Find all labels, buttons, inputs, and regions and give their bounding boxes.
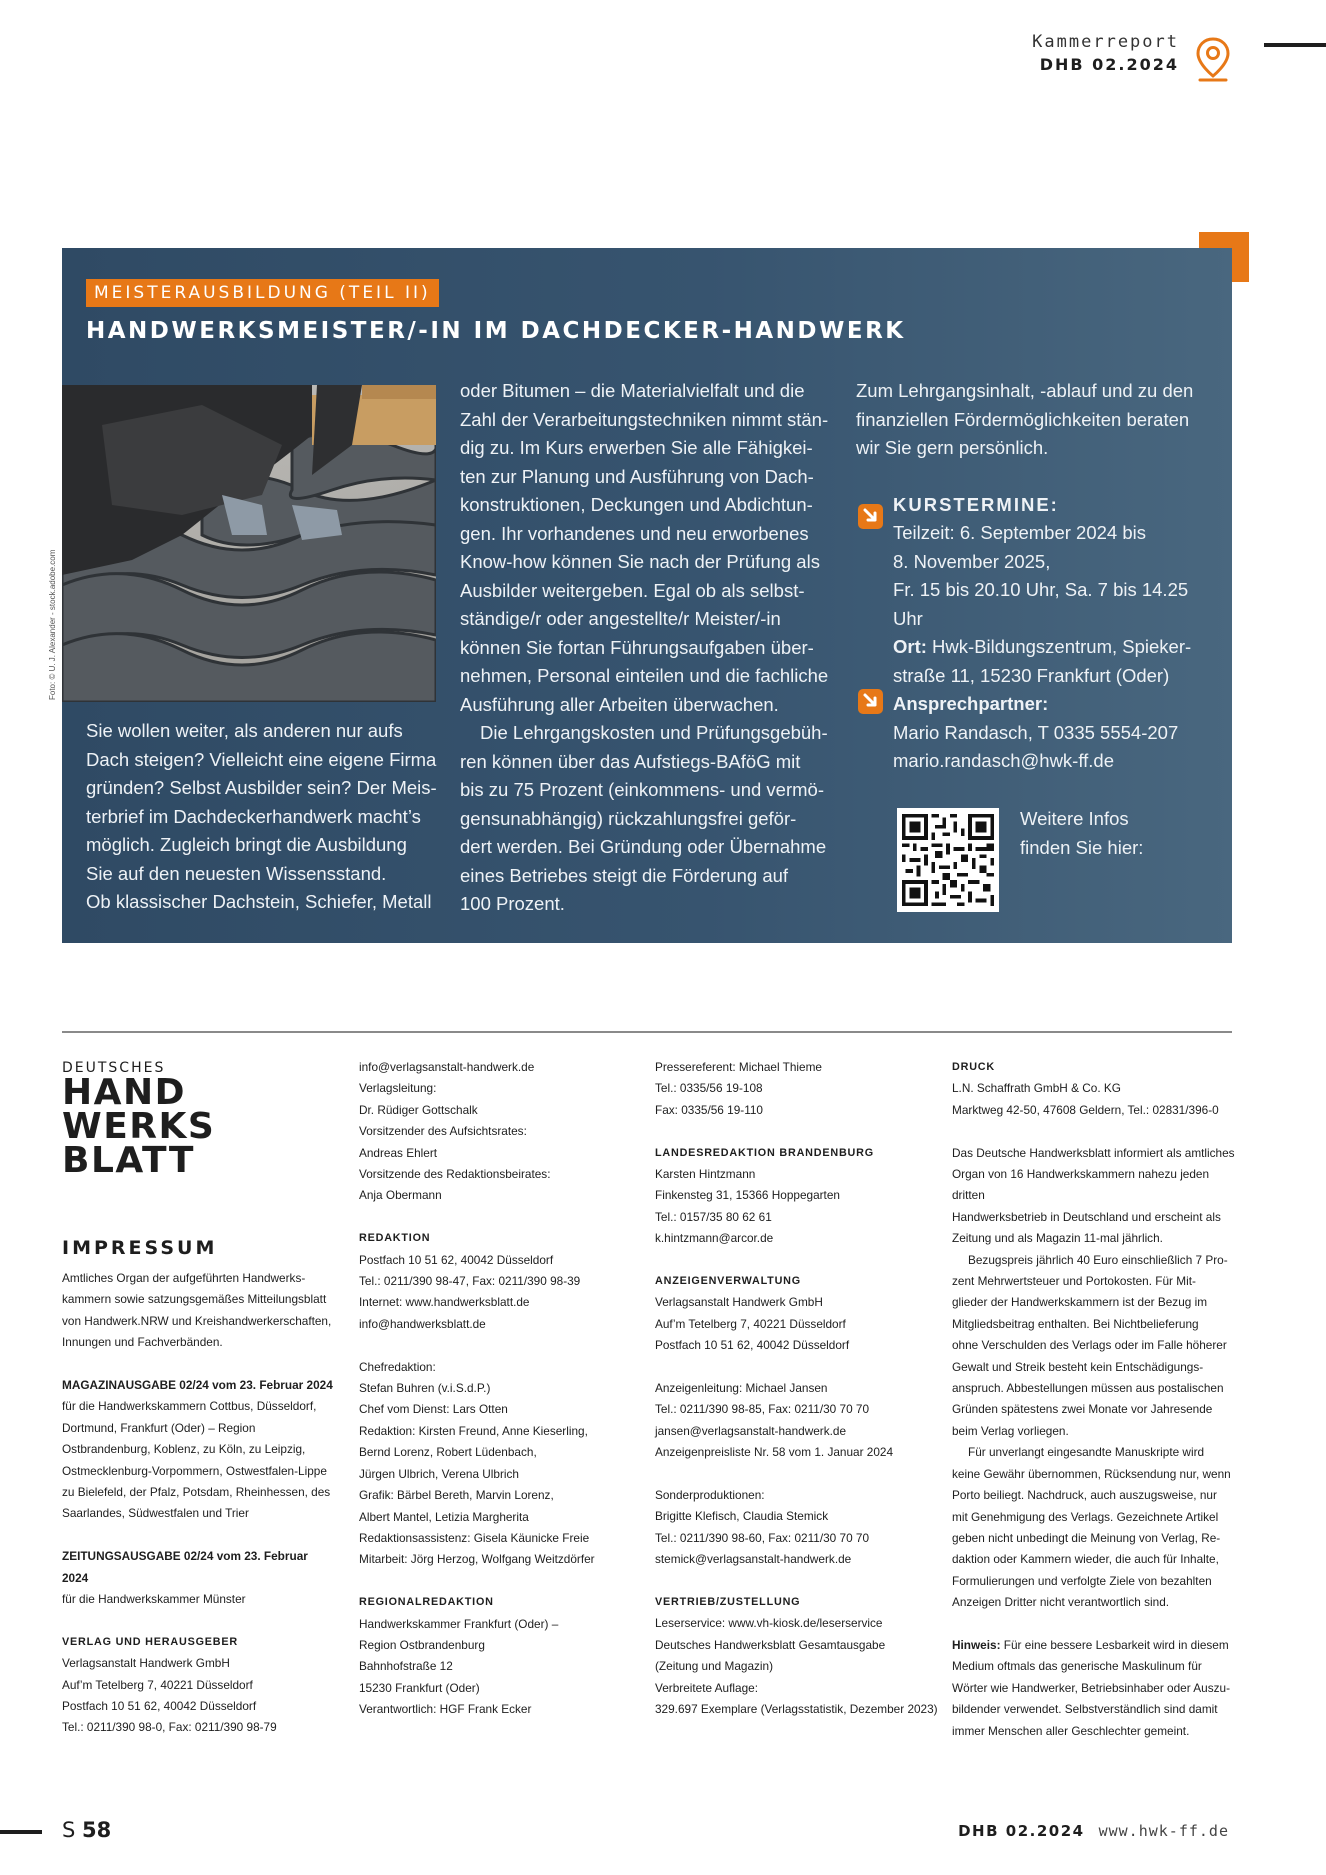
text-line: Anzeigen Dritter nicht verantwortlich sind. (952, 1595, 1170, 1610)
text-line: gen. Ihr vorhandenes und neu erworbenes (460, 522, 809, 544)
text-line: Leserservice: www.vh-kiosk.de/leserservice (655, 1616, 883, 1631)
text-line: oder Bitumen – die Materialvielfalt und die (460, 380, 805, 401)
text-line: dert werden. Bei Gründung oder Übernahme (460, 836, 827, 857)
text-line: Handwerkskammer Frankfurt (Oder) – (359, 1616, 559, 1631)
text-line: Jürgen Ulbrich, Verena Ulbrich (359, 1466, 519, 1481)
kurstermine-heading: KURSTERMINE: (893, 493, 1059, 515)
text-line: kammern sowie satzungsgemäßes Mitteilungsblatt (62, 1292, 327, 1307)
text-line: Tel.: 0211/390 98-60, Fax: 0211/30 70 70 (655, 1530, 870, 1545)
text-line: dig zu. Im Kurs erwerben Sie alle Fähigkei- (460, 437, 813, 458)
text-line: Ausführung aller Arbeiten überwachen. (460, 693, 779, 715)
text-line: Gründen spätestens zwei Monate vor Jahresende (952, 1402, 1213, 1417)
text-line: Ostmecklenburg-Vorpommern, Ostwestfalen-Lippe (62, 1463, 327, 1478)
text-line: 15230 Frankfurt (Oder) (359, 1680, 480, 1695)
text-line: terbrief im Dachdeckerhandwerk macht’s (86, 805, 421, 827)
text-line: Für eine bessere Lesbarkeit wird in diesem (1000, 1637, 1229, 1652)
text-line: zu Bielefeld, der Pfalz, Potsdam, Rheinhessen, des (62, 1485, 331, 1500)
text-line: Redaktionsassistenz: Gisela Käunicke Freie (359, 1530, 590, 1545)
text-line: Für unverlangt eingesandte Manuskripte wird (968, 1445, 1205, 1460)
text-line: Fax: 0335/56 19-110 (655, 1102, 763, 1117)
text-line: Region Ostbrandenburg (359, 1637, 485, 1652)
text-line: info@verlagsanstalt-handwerk.de (359, 1060, 535, 1074)
text-line: Chef vom Dienst: Lars Otten (359, 1402, 508, 1417)
text-line: Deutsches Handwerksblatt Gesamtausgabe (655, 1637, 886, 1652)
section-heading: VERTRIEB/ZUSTELLUNG (655, 1596, 801, 1609)
text-line: Dortmund, Frankfurt (Oder) – Region (62, 1420, 256, 1435)
teaser-column-2 (460, 377, 832, 919)
impressum-column-2 (359, 1057, 644, 1742)
text-line: Postfach 10 51 62, 40042 Düsseldorf (655, 1338, 850, 1353)
text-line: Gewalt und Streik besteht kein Entschädigungs- (952, 1359, 1204, 1374)
text-line: Die Lehrgangskosten und Prüfungsgebüh- (480, 722, 828, 743)
text-line: wir Sie gern persönlich. (856, 437, 1049, 458)
text-line: 8. November 2025, (893, 550, 1051, 572)
page-number (62, 1818, 111, 1842)
text-line: Postfach 10 51 62, 40042 Düsseldorf (359, 1252, 554, 1267)
text-line: für die Handwerkskammern Cottbus, Düsseldorf, (62, 1399, 317, 1414)
text-line: Mitgliedsbeitrag enthalten. Bei Nichtbelieferung (952, 1316, 1199, 1331)
text-line: Tel.: 0157/35 80 62 61 (655, 1209, 772, 1224)
footer-url[interactable]: www.hwk-ff.de (1098, 1822, 1229, 1840)
text-line: Tel.: 0211/390 98-85, Fax: 0211/30 70 70 (655, 1402, 870, 1417)
contact-line: Mario Randasch, T 0335 5554-207 (893, 721, 1179, 743)
contact-email[interactable]: mario.randasch@hwk-ff.de (893, 750, 1115, 771)
text-line: Internet: www.handwerksblatt.de (359, 1295, 530, 1310)
text-line: Sie auf den neuesten Wissensstand. (86, 862, 387, 884)
text-line: Sonderproduktionen: (655, 1488, 765, 1503)
text-line: Ostbrandenburg, Koblenz, zu Köln, zu Leipzig, (62, 1442, 306, 1457)
text-line: Vorsitzende des Redaktionsbeirates: (359, 1167, 551, 1182)
footer-issue: DHB 02.2024 (958, 1822, 1085, 1840)
text-line: Anzeigenleitung: Michael Jansen (655, 1381, 828, 1396)
text-line: Anja Obermann (359, 1188, 442, 1203)
text-line: Marktweg 42-50, 47608 Geldern, Tel.: 02831/396-0 (952, 1102, 1219, 1117)
footer-right (958, 1822, 1229, 1840)
text-line: Das Deutsche Handwerksblatt informiert als amtliches (952, 1145, 1235, 1160)
text-line: Handwerksbetrieb in Deutschland und erscheint als (952, 1209, 1221, 1224)
issue-label: DHB 02.2024 (1039, 55, 1179, 74)
text-line: finden Sie hier: (1020, 836, 1144, 858)
text-line: konstruktionen, Deckungen und Abdichtun- (460, 494, 813, 515)
footer-rule (0, 1830, 42, 1834)
section-divider (62, 1031, 1232, 1033)
logo-top-line: DEUTSCHES (62, 1060, 166, 1076)
text-line: 329.697 Exemplare (Verlagsstatistik, Dezember 2023) (655, 1702, 938, 1717)
impressum-column-1 (62, 1268, 334, 1760)
logo-line: HAND (62, 1072, 187, 1113)
more-info-text (1020, 805, 1143, 862)
text-line: Weitere Infos (1020, 808, 1129, 829)
text-line: für die Handwerkskammer Münster (62, 1592, 246, 1607)
text-line: möglich. Zugleich bringt die Ausbildung (86, 834, 407, 855)
text-line: Pressereferent: Michael Thieme (655, 1060, 822, 1074)
text-line: Postfach 10 51 62, 40042 Düsseldorf (62, 1699, 257, 1714)
text-line: beim Verlag vorliegen. (952, 1423, 1069, 1438)
teaser-kicker: MEISTERAUSBILDUNG (TEIL II) (86, 279, 439, 307)
text-line: keine Gewähr übernommen, Rücksendung nur, wenn (952, 1466, 1231, 1481)
text-line: Auf’m Tetelberg 7, 40221 Düsseldorf (62, 1677, 253, 1692)
text-line: Fr. 15 bis 20.10 Uhr, Sa. 7 bis 14.25 Uhr (893, 579, 1189, 629)
roofer-photo (62, 385, 436, 702)
text-line: Zeitung und als Magazin 11-mal jährlich. (952, 1231, 1163, 1246)
text-line: Wörter wie Handwerker, Betriebsinhaber oder Auszu- (952, 1680, 1231, 1695)
text-line: eines Betriebes steigt die Förderung auf (460, 864, 789, 886)
text-line: glieder der Handwerkskammern ist der Bezug im (952, 1295, 1208, 1310)
text-line: Zum Lehrgangsinhalt, -ablauf und zu den (856, 380, 1194, 401)
text-line: Teilzeit: 6. September 2024 bis (893, 522, 1146, 543)
text-line: Redaktion: Kirsten Freund, Anne Kieserling, (359, 1423, 588, 1438)
text-line: Ausbilder weitergeben. Egal ob als selbst- (460, 579, 805, 601)
text-line: stemick@verlagsanstalt-handwerk.de (655, 1552, 852, 1567)
qr-code[interactable] (897, 808, 999, 912)
text-line: k.hintzmann@arcor.de (655, 1231, 774, 1246)
header-rule (1264, 43, 1326, 47)
photo-credit: Foto: © U. J. Alexander - stock.adobe.com (48, 549, 57, 700)
ort-label: Ort: (893, 636, 927, 657)
text-line: Sie wollen weiter, als anderen nur aufs (86, 720, 403, 741)
text-line: geben nicht unbedingt die Meinung von Verlag, Re- (952, 1530, 1221, 1545)
text-line: Verlagsanstalt Handwerk GmbH (655, 1295, 823, 1310)
text-line: L.N. Schaffrath GmbH & Co. KG (952, 1081, 1121, 1096)
section-heading: DRUCK (952, 1061, 995, 1073)
text-line: ohne Verschulden des Verlags oder im Falle höherer (952, 1338, 1227, 1353)
text-line: Dach steigen? Vielleicht eine eigene Firma (86, 748, 437, 770)
text-line: Organ von 16 Handwerkskammern nahezu jeden dritten (952, 1167, 1210, 1203)
contact-heading: Ansprechpartner: (893, 693, 1049, 714)
text-line: Bernd Lorenz, Robert Lüdenbach, (359, 1445, 537, 1460)
page-number-value: 58 (82, 1818, 112, 1842)
text-line: anspruch. Abbestellungen müssen aus postalischen (952, 1381, 1224, 1396)
text-line: Formulierungen und verfolgte Ziele von bezahlten (952, 1573, 1212, 1588)
page-prefix: S (62, 1818, 76, 1842)
text-line: Tel.: 0335/56 19-108 (655, 1081, 763, 1096)
page-header (1032, 32, 1179, 74)
section-heading: REGIONALREDAKTION (359, 1596, 494, 1609)
text-line: Amtliches Organ der aufgeführten Handwerks- (62, 1271, 306, 1285)
text-line: Ob klassischer Dachstein, Schiefer, Metall (86, 891, 432, 912)
section-heading: LANDESREDAKTION BRANDENBURG (655, 1146, 874, 1159)
text-line: Medium oftmals das generische Maskulinum für (952, 1659, 1202, 1674)
impressum-column-4 (952, 1057, 1237, 1763)
text-line: Anzeigenpreisliste Nr. 58 vom 1. Januar 2024 (655, 1445, 894, 1460)
text-line: Chefredaktion: (359, 1359, 436, 1374)
text-line: immer Menschen aller Geschlechter gemeint. (952, 1723, 1190, 1738)
text-line: ten zur Planung und Ausführung von Dach- (460, 465, 814, 487)
section-heading: ZEITUNGSAUSGABE 02/24 vom 23. Februar 2024 (62, 1549, 308, 1585)
section-heading: ANZEIGENVERWALTUNG (655, 1275, 801, 1288)
text-line: (Zeitung und Magazin) (655, 1659, 774, 1674)
text-line: Finkensteg 31, 15366 Hoppegarten (655, 1188, 840, 1203)
text-line: nehmen, Personal einteilen und die fachliche (460, 665, 829, 686)
text-line: Porto beiliegt. Nachdruck, auch auszugsweise, nur (952, 1488, 1217, 1503)
text-line: mit Genehmigung des Verlags. Gezeichnete Artikel (952, 1509, 1219, 1524)
location-pin-icon (1194, 36, 1232, 82)
text-line: Tel.: 0211/390 98-47, Fax: 0211/390 98-39 (359, 1274, 581, 1289)
text-line: daktion oder Kammern wieder, die auch für Inhalte, (952, 1552, 1219, 1567)
text-line: Andreas Ehlert (359, 1145, 438, 1160)
section-heading: MAGAZINAUSGABE 02/24 vom 23. Februar 2024 (62, 1378, 333, 1393)
text-line: Dr. Rüdiger Gottschalk (359, 1102, 478, 1117)
text-line: Stefan Buhren (v.i.S.d.P.) (359, 1381, 491, 1396)
text-line: straße 11, 15230 Frankfurt (Oder) (893, 664, 1170, 686)
text-line: jansen@verlagsanstalt-handwerk.de (655, 1423, 847, 1438)
impressum-column-3 (655, 1057, 940, 1742)
text-line: Bezugspreis jährlich 40 Euro einschließlich 7 Pro- (968, 1252, 1228, 1267)
handwerksblatt-logo (62, 1060, 216, 1181)
text-line: Saarlandes, Südwestfalen und Trier (62, 1506, 249, 1521)
text-line: Verantwortlich: HGF Frank Ecker (359, 1702, 532, 1717)
text-line: von Handwerk.NRW und Kreishandwerkerschaften, (62, 1313, 332, 1328)
logo-line: WERKS (62, 1106, 216, 1147)
arrow-icon (858, 689, 883, 714)
text-line: Mitarbeit: Jörg Herzog, Wolfgang Weitzdörfer (359, 1552, 595, 1567)
text-line: gründen? Selbst Ausbilder sein? Der Meis- (86, 777, 437, 798)
text-line: Verlagsleitung: (359, 1081, 437, 1096)
teaser-column-3 (856, 377, 1216, 776)
text-line: ren können über das Aufstiegs-BAföG mit (460, 750, 801, 772)
text-line: Verlagsanstalt Handwerk GmbH (62, 1656, 230, 1671)
text-line: bis zu 75 Prozent (einkommens- und vermö- (460, 779, 824, 800)
text-line: Karsten Hintzmann (655, 1167, 756, 1182)
text-line: finanziellen Fördermöglichkeiten beraten (856, 408, 1190, 430)
text-line: Brigitte Klefisch, Claudia Stemick (655, 1509, 829, 1524)
text-line: Verbreitete Auflage: (655, 1680, 758, 1695)
text-line: Albert Mantel, Letizia Margherita (359, 1509, 529, 1524)
text-line: zent Mehrwertsteuer und Portokosten. Für Mit- (952, 1274, 1196, 1289)
text-line: Tel.: 0211/390 98-0, Fax: 0211/390 98-79 (62, 1720, 277, 1735)
text-line: Know-how können Sie nach der Prüfung als (460, 551, 820, 572)
text-line: Auf’m Tetelberg 7, 40221 Düsseldorf (655, 1316, 846, 1331)
ort-value: Hwk-Bildungszentrum, Spieker- (926, 636, 1192, 657)
section-heading: REDAKTION (359, 1232, 431, 1245)
text-line: ständige/r oder angestellte/r Meister/-in (460, 608, 781, 629)
text-line: Bahnhofstraße 12 (359, 1659, 453, 1674)
teaser-headline: HANDWERKSMEISTER/-IN IM DACHDECKER-HANDWERK (86, 318, 906, 344)
text-line: Innungen und Fachverbänden. (62, 1335, 223, 1350)
arrow-icon (858, 504, 883, 529)
text-line: Grafik: Bärbel Bereth, Marvin Lorenz, (359, 1488, 554, 1503)
section-heading: VERLAG UND HERAUSGEBER (62, 1635, 238, 1648)
text-line: Vorsitzender des Aufsichtsrates: (359, 1124, 527, 1139)
impressum-title: IMPRESSUM (62, 1237, 218, 1259)
text-line: bildender verwendet. Selbstverständlich sind damit (952, 1702, 1218, 1717)
text-line: können Sie fortan Führungsaufgaben über- (460, 636, 814, 658)
text-line: gensunabhängig) rückzahlungsfrei geför- (460, 807, 797, 829)
teaser-column-1 (86, 717, 441, 917)
text-line: Zahl der Verarbeitungstechniken nimmt stän- (460, 408, 829, 430)
text-line: 100 Prozent. (460, 893, 565, 914)
hint-label: Hinweis: (952, 1637, 1001, 1652)
text-line: info@handwerksblatt.de (359, 1316, 486, 1331)
section-name: Kammerreport (1032, 32, 1179, 52)
logo-line: BLATT (62, 1140, 195, 1181)
